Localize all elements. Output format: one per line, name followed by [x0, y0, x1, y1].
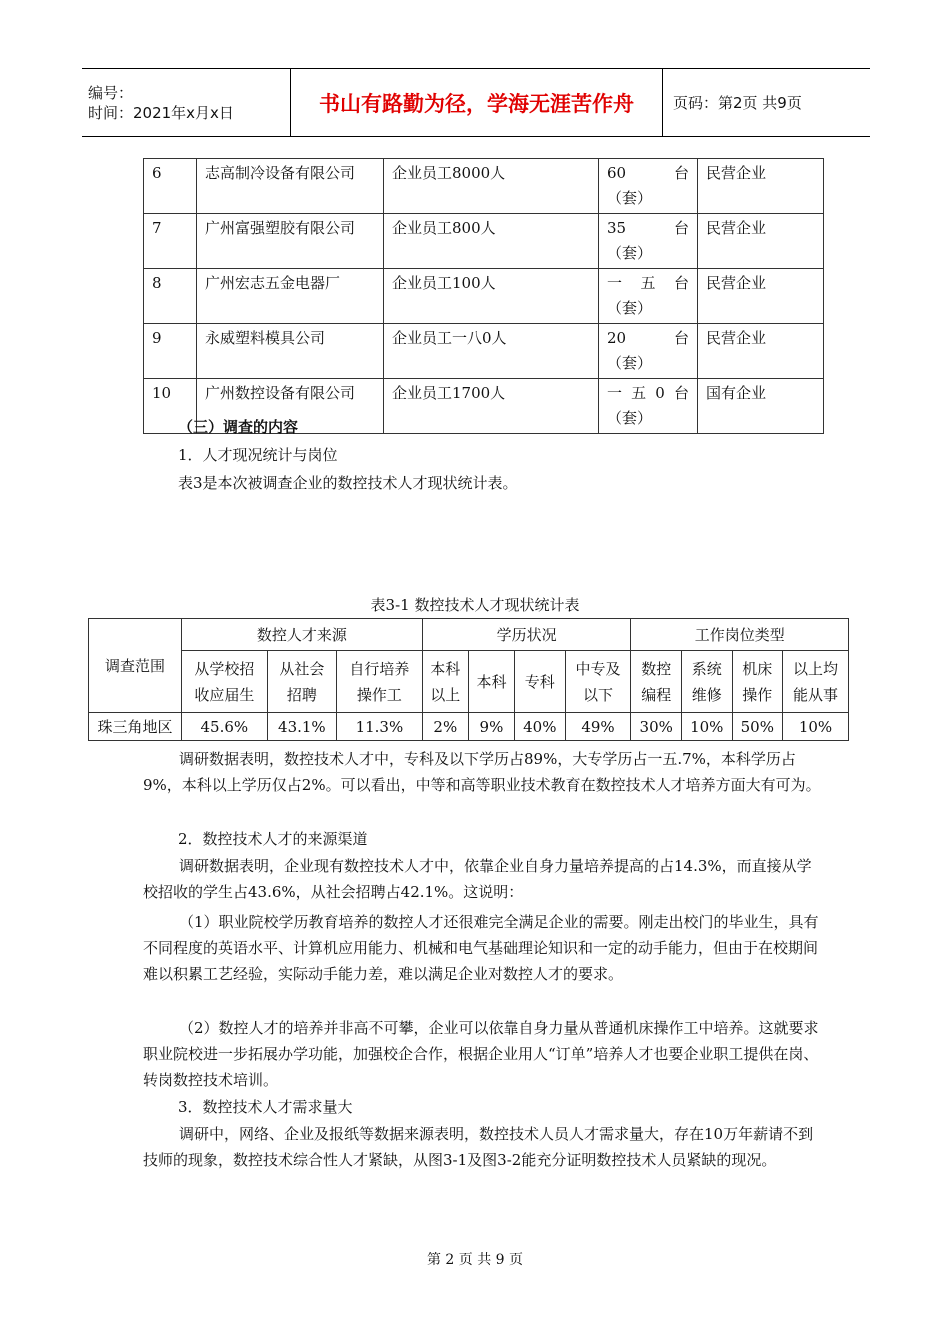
sub-header-line: 维修: [691, 685, 722, 704]
stat-value: 40%: [515, 713, 566, 741]
sub-header-line: 编程: [641, 685, 672, 704]
qty-part: 台: [673, 384, 689, 402]
qty-unit: （套）: [607, 189, 653, 207]
paragraph-2: 调研数据表明，企业现有数控技术人才中，依靠企业自身力量培养提高的占14.3%，而直接从学校招收的学生占43.6%，从社会招聘占42.1%。这说明：: [143, 857, 812, 901]
source-group-header: 数控人才来源: [182, 619, 423, 651]
row-number: 6: [144, 159, 197, 214]
qty-part: 台: [673, 329, 689, 347]
qty-part: 五: [640, 274, 656, 292]
company-name: 广州宏志五金电器厂: [197, 269, 384, 324]
enterprise-table: [143, 158, 824, 434]
row-number: 7: [144, 214, 197, 269]
time-label: 时间：2021年x月x日: [88, 103, 234, 122]
company-name: 广州富强塑胶有限公司: [197, 214, 384, 269]
staff-count: 企业员工100人: [384, 269, 599, 324]
sub-header: [631, 651, 682, 713]
sub-header: [468, 651, 514, 713]
sub-header: [267, 651, 336, 713]
sub-header-line: 本科: [430, 659, 461, 678]
edu-group-header: 学历状况: [422, 619, 631, 651]
sub-header: [732, 651, 783, 713]
ownership-type: 国有企业: [698, 379, 824, 434]
staff-count: 企业员工8000人: [384, 159, 599, 214]
sub-header-line: 以上均: [793, 659, 839, 678]
page-header: [82, 68, 870, 137]
stat-value: 10%: [783, 713, 849, 741]
qty-part: 35: [607, 219, 627, 237]
sub-header-line: 中专及: [575, 659, 621, 678]
number-label: 编号：: [88, 83, 134, 102]
sub-header: [515, 651, 566, 713]
qty-unit: （套）: [607, 299, 653, 317]
sub-header-line: 专科: [524, 672, 555, 691]
sub-header: [681, 651, 732, 713]
stat-value: 30%: [631, 713, 682, 741]
sub-header-line: 收应届生: [194, 685, 255, 704]
sub-header-line: 以上: [430, 685, 461, 704]
qty-part: 五: [631, 384, 647, 402]
stat-value: 9%: [468, 713, 514, 741]
sub-header: [337, 651, 423, 713]
table-row: [144, 269, 824, 324]
row-number: 8: [144, 269, 197, 324]
table-row: [144, 324, 824, 379]
company-name: 广州数控设备有限公司: [197, 379, 384, 434]
section-heading: （三）调查的内容: [178, 418, 299, 436]
qty-unit: （套）: [607, 244, 653, 262]
sub-header-line: 操作: [742, 685, 773, 704]
item-1-title: 1．人才现况统计与岗位: [178, 446, 338, 464]
row-number: 10: [144, 379, 197, 434]
staff-count: 企业员工1700人: [384, 379, 599, 434]
qty-unit: （套）: [607, 409, 653, 427]
stat-value: 11.3%: [337, 713, 423, 741]
sub-header-line: 从学校招: [194, 659, 255, 678]
table-intro: 表3是本次被调查企业的数控技术人才现状统计表。: [178, 474, 518, 492]
item-3-title: 3．数控技术人才需求量大: [178, 1098, 353, 1116]
stat-value: 10%: [681, 713, 732, 741]
sub-header-line: 机床: [742, 659, 773, 678]
sub-header: [182, 651, 268, 713]
paragraph-3: （1）职业院校学历教育培养的数控人才还很难完全满足企业的需要。刚走出校门的毕业生，具有不同程度的英语水平、计算机应用能力、机械和电气基础理论知识和一定的动手能力，但由于在校期间难以积累工艺经验，实际动手能力差，难以满足企业对数控人才的要求。: [143, 913, 819, 983]
qty-part: 台: [673, 274, 689, 292]
ownership-type: 民营企业: [698, 214, 824, 269]
paragraph-4: （2）数控人才的培养并非高不可攀，企业可以依靠自身力量从普通机床操作工中培养。这就要求职业院校进一步拓展办学功能，加强校企合作，根据企业用人“订单”培养人才也要企业职工提供在岗、转岗数控技术培训。: [143, 1019, 819, 1089]
ownership-type: 民营企业: [698, 324, 824, 379]
staff-count: 企业员工800人: [384, 214, 599, 269]
equipment-count: [599, 159, 698, 214]
staff-count: 企业员工一八0人: [384, 324, 599, 379]
qty-unit: （套）: [607, 354, 653, 372]
paragraph-5: 调研中，网络、企业及报纸等数据来源表明，数控技术人员人才需求量大，存在10万年薪请不到技师的现象，数控技术综合性人才紧缺，从图3-1及图3-2能充分证明数控技术人员紧缺的现况。: [143, 1125, 814, 1169]
stat-value: 43.1%: [267, 713, 336, 741]
header-meta: [82, 69, 291, 137]
equipment-count: [599, 269, 698, 324]
qty-part: 一: [607, 384, 623, 402]
sub-header: [422, 651, 468, 713]
qty-part: 20: [607, 329, 627, 347]
item-2-title: 2．数控技术人才的来源渠道: [178, 830, 368, 848]
table-row: [144, 159, 824, 214]
qty-part: 一: [607, 274, 623, 292]
qty-part: 60: [607, 164, 627, 182]
sub-header-line: 从社会: [279, 659, 325, 678]
page-footer: 第 2 页 共 9 页: [426, 1252, 524, 1268]
sub-header: [783, 651, 849, 713]
equipment-count: [599, 324, 698, 379]
header-motto: 书山有路勤为径，学海无涯苦作舟: [291, 69, 663, 137]
sub-header-line: 能从事: [793, 685, 839, 704]
ownership-type: 民营企业: [698, 159, 824, 214]
ownership-type: 民营企业: [698, 269, 824, 324]
stat-value: 50%: [732, 713, 783, 741]
sub-header-line: 招聘: [286, 685, 317, 704]
equipment-count: [599, 214, 698, 269]
qty-part: 台: [673, 219, 689, 237]
company-name: 永威塑料模具公司: [197, 324, 384, 379]
company-name: 志高制冷设备有限公司: [197, 159, 384, 214]
stat-value: 2%: [422, 713, 468, 741]
sub-header-line: 以下: [582, 685, 613, 704]
row-number: 9: [144, 324, 197, 379]
qty-part: 0: [655, 384, 665, 402]
sub-header-line: 自行培养: [349, 659, 410, 678]
sub-header-line: 数控: [641, 659, 672, 678]
stat-value: 45.6%: [182, 713, 268, 741]
stats-table: [88, 618, 849, 741]
stat-value: 49%: [565, 713, 631, 741]
sub-header-line: 本科: [476, 672, 507, 691]
sub-header-line: 操作工: [356, 685, 402, 704]
table-row: [144, 214, 824, 269]
scope-header: 调查范围: [89, 619, 182, 713]
sub-header-line: 系统: [691, 659, 722, 678]
row-label: 珠三角地区: [89, 713, 182, 741]
sub-header: [565, 651, 631, 713]
paragraph-1: 调研数据表明，数控技术人才中，专科及以下学历占89%，大专学历占一五.7%，本科学历占9%，本科以上学历仅占2%。可以看出，中等和高等职业技术教育在数控技术人才培养方面大有可为。: [143, 750, 821, 794]
table-caption: 表3-1 数控技术人才现状统计表: [370, 596, 580, 614]
header-page-label: 页码：第2页 共9页: [673, 94, 802, 112]
qty-part: 台: [673, 164, 689, 182]
job-group-header: 工作岗位类型: [631, 619, 849, 651]
